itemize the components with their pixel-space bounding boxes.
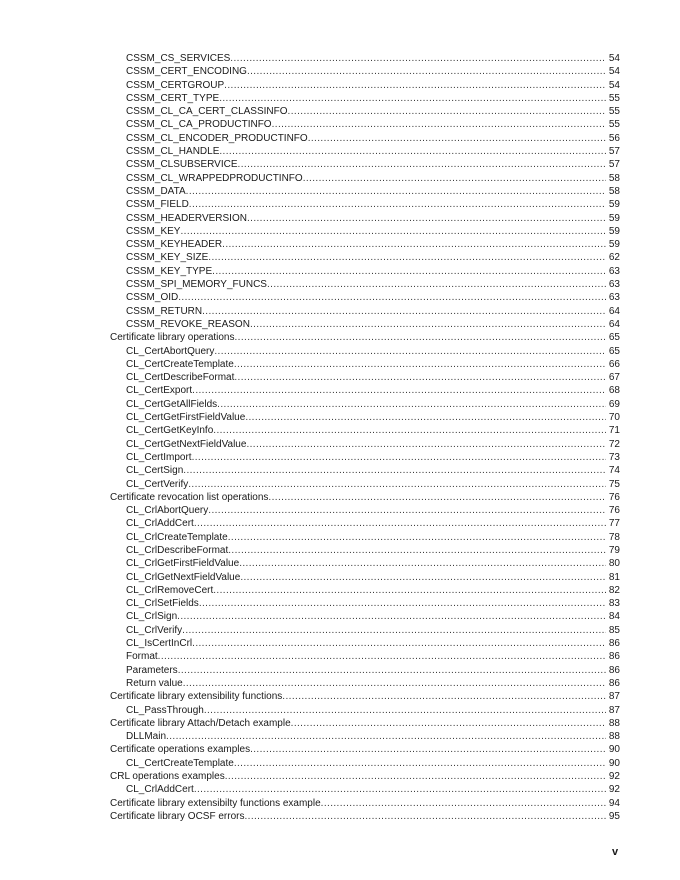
toc-entry-page: 88 [608,731,620,743]
toc-dot-leader [288,105,606,118]
toc-section-entry[interactable] [110,690,620,703]
toc-entry-title: CL_CrlCreateTemplate [126,531,228,543]
toc-subentry[interactable] [110,291,620,304]
toc-entry-title: Certificate operations examples [110,744,251,756]
toc-entry-page: 63 [608,279,620,291]
toc-entry-title: Certificate library extensibilty functions example [110,797,321,809]
toc-dot-leader [240,571,606,584]
toc-entry-page: 65 [608,332,620,344]
toc-dot-leader [158,650,606,663]
toc-dot-leader [244,810,606,823]
toc-dot-leader [303,172,606,185]
toc-entry-title: CSSM_CERT_TYPE [126,92,220,104]
toc-subentry[interactable] [110,105,620,118]
toc-dot-leader [224,79,606,92]
toc-subentry[interactable] [110,238,620,251]
toc-subentry[interactable] [110,398,620,411]
toc-entry-page: 81 [608,571,620,583]
toc-entry-page: 66 [608,358,620,370]
toc-subentry[interactable] [110,650,620,663]
toc-dot-leader [214,345,606,358]
toc-entry-page: 58 [608,185,620,197]
toc-entry-page: 79 [608,544,620,556]
toc-entry-page: 70 [608,412,620,424]
toc-dot-leader [217,398,606,411]
toc-entry-page: 78 [608,531,620,543]
toc-subentry[interactable] [110,305,620,318]
toc-subentry[interactable] [110,411,620,424]
toc-entry-title: CSSM_RETURN [126,305,203,317]
toc-entry-page: 55 [608,92,620,104]
toc-entry-title: CSSM_CL_CA_PRODUCTINFO [126,119,272,131]
toc-entry-page: 59 [608,212,620,224]
toc-entry-title: CL_CrlRemoveCert [126,584,214,596]
toc-subentry[interactable] [110,557,620,570]
toc-dot-leader [192,451,606,464]
toc-dot-leader [166,730,606,743]
toc-dot-leader [245,411,606,424]
toc-entry-page: 54 [608,53,620,64]
toc-entry-page: 92 [608,771,620,783]
toc-entry-title: Parameters [126,664,178,676]
toc-subentry[interactable] [110,571,620,584]
toc-entry-title: CL_CrlSign [126,611,178,623]
toc-subentry[interactable] [110,278,620,291]
toc-dot-leader [228,544,606,557]
toc-section-entry[interactable] [110,717,620,730]
toc-entry-page: 88 [608,717,620,729]
toc-entry-page: 94 [608,797,620,809]
toc-entry-title: CL_CrlGetNextFieldValue [126,571,241,583]
toc-dot-leader [222,238,606,251]
toc-entry-page: 86 [608,677,620,689]
toc-entry-page: 54 [608,79,620,91]
toc-subentry[interactable] [110,624,620,637]
toc-entry-page: 86 [608,664,620,676]
toc-dot-leader [219,145,606,158]
toc-dot-leader [235,331,607,344]
page-number: v [612,846,619,858]
toc-section-entry[interactable] [110,770,620,783]
toc-entry-title: CL_CertCreateTemplate [126,757,234,769]
toc-entry-page: 71 [608,425,620,437]
toc-dot-leader [180,225,606,238]
toc-dot-leader [247,65,606,78]
toc-entry-title: Certificate library extensibility functions [110,691,283,703]
toc-subentry[interactable] [110,504,620,517]
toc-entry-page: 74 [608,465,620,477]
toc-entry-page: 63 [608,265,620,277]
toc-dot-leader [213,584,606,597]
toc-entry-title: CSSM_KEYHEADER [126,239,223,251]
toc-subentry[interactable] [110,212,620,225]
toc-entry-title: CSSM_CL_HANDLE [126,146,220,158]
toc-entry-title: CRL operations examples [110,771,225,783]
toc-entry-title: CSSM_CS_SERVICES [126,53,231,64]
toc-entry-title: Certificate revocation list operations [110,491,269,503]
toc-dot-leader [199,597,606,610]
toc-entry-page: 65 [608,345,620,357]
toc-subentry[interactable] [110,637,620,650]
toc-entry-page: 62 [608,252,620,264]
toc-entry-title: CL_CrlDescribeFormat [126,544,229,556]
toc-entry-title: Certificate library Attach/Detach example [110,717,291,729]
toc-dot-leader [202,305,606,318]
toc-entry-title: Return value [126,677,183,689]
toc-entry-page: 72 [608,438,620,450]
toc-entry-title: CL_CrlVerify [126,624,183,636]
toc-subentry[interactable] [110,610,620,623]
toc-dot-leader [178,664,606,677]
toc-entry-page: 87 [608,704,620,716]
toc-entry-page: 77 [608,518,620,530]
toc-entry-title: CL_CertVerify [126,478,189,490]
toc-subentry[interactable] [110,451,620,464]
toc-subentry[interactable] [110,704,620,717]
toc-entry-title: CL_CrlAbortQuery [126,505,209,517]
toc-entry-title: CSSM_HEADERVERSION [126,212,247,224]
toc-entry-page: 57 [608,159,620,171]
toc-subentry[interactable] [110,438,620,451]
toc-entry-title: CSSM_CL_ENCODER_PRODUCTINFO [126,132,308,144]
toc-subentry[interactable] [110,584,620,597]
toc-entry-title: CL_CrlAddCert [126,518,194,530]
toc-entry-page: 86 [608,638,620,650]
toc-dot-leader [246,438,606,451]
toc-subentry[interactable] [110,517,620,530]
toc-subentry[interactable] [110,664,620,677]
toc-subentry[interactable] [110,544,620,557]
toc-dot-leader [204,704,606,717]
toc-subentry[interactable] [110,531,620,544]
toc-entry-title: Certificate library operations [110,332,235,344]
toc-subentry[interactable] [110,464,620,477]
toc-dot-leader [234,358,606,371]
table-of-contents [110,52,620,823]
toc-entry-page: 76 [608,491,620,503]
toc-dot-leader [192,384,606,397]
toc-subentry[interactable] [110,185,620,198]
toc-subentry[interactable] [110,345,620,358]
toc-entry-page: 92 [608,784,620,796]
toc-entry-title: CSSM_CL_CA_CERT_CLASSINFO [126,106,288,118]
toc-dot-leader [230,52,606,65]
toc-entry-page: 63 [608,292,620,304]
toc-entry-title: CSSM_FIELD [126,199,189,211]
toc-entry-title: Certificate library OCSF errors [110,810,245,822]
toc-entry-page: 80 [608,558,620,570]
toc-entry-title: CL_CertImport [126,451,192,463]
toc-dot-leader [212,265,606,278]
toc-entry-page: 90 [608,744,620,756]
toc-subentry[interactable] [110,145,620,158]
toc-entry-title: CL_CertExport [126,385,193,397]
toc-dot-leader [321,797,606,810]
toc-section-entry[interactable] [110,491,620,504]
toc-entry-title: CSSM_KEY [126,225,181,237]
toc-subentry[interactable] [110,783,620,796]
toc-entry-title: Format [126,651,158,663]
toc-subentry[interactable] [110,172,620,185]
toc-subentry[interactable] [110,424,620,437]
toc-entry-title: CSSM_DATA [126,185,186,197]
toc-subentry[interactable] [110,118,620,131]
toc-dot-leader [213,424,606,437]
toc-subentry[interactable] [110,318,620,331]
toc-section-entry[interactable] [110,743,620,756]
toc-entry-page: 55 [608,119,620,131]
toc-entry-page: 86 [608,651,620,663]
toc-dot-leader [225,770,606,783]
toc-dot-leader [268,491,606,504]
toc-subentry[interactable] [110,158,620,171]
toc-entry-title: CSSM_CERTGROUP [126,79,225,91]
toc-entry-title: CL_CrlSetFields [126,598,199,610]
toc-entry-title: CSSM_KEY_TYPE [126,265,213,277]
toc-subentry[interactable] [110,198,620,211]
toc-entry-title: CL_CertGetFirstFieldValue [126,412,246,424]
toc-entry-title: CSSM_CLSUBSERVICE [126,159,238,171]
toc-entry-title: DLLMain [126,731,167,743]
toc-subentry[interactable] [110,730,620,743]
toc-entry-page: 95 [608,810,620,822]
toc-section-entry[interactable] [110,331,620,344]
toc-entry-title: CSSM_SPI_MEMORY_FUNCS [126,279,267,291]
toc-entry-page: 84 [608,611,620,623]
toc-dot-leader [282,690,606,703]
toc-entry-title: CL_CertGetAllFields [126,398,218,410]
toc-dot-leader [183,677,606,690]
toc-dot-leader [228,531,606,544]
toc-entry-page: 68 [608,385,620,397]
toc-dot-leader [188,478,606,491]
toc-entry-page: 64 [608,318,620,330]
toc-subentry[interactable] [110,384,620,397]
toc-subentry[interactable] [110,677,620,690]
toc-dot-leader [194,783,606,796]
toc-entry-page: 67 [608,372,620,384]
toc-entry-page: 85 [608,624,620,636]
toc-entry-page: 64 [608,305,620,317]
toc-entry-page: 58 [608,172,620,184]
toc-entry-title: CL_CrlGetFirstFieldValue [126,558,240,570]
toc-subentry[interactable] [110,92,620,105]
toc-entry-page: 59 [608,225,620,237]
toc-dot-leader [208,504,606,517]
toc-dot-leader [189,198,606,211]
toc-subentry[interactable] [110,597,620,610]
toc-entry-title: CL_CertGetKeyInfo [126,425,214,437]
toc-entry-page: 83 [608,598,620,610]
toc-dot-leader [234,371,606,384]
toc-entry-page: 59 [608,239,620,251]
toc-section-entry[interactable] [110,797,620,810]
toc-dot-leader [183,464,606,477]
toc-subentry[interactable] [110,225,620,238]
toc-entry-title: CL_CertDescribeFormat [126,372,235,384]
toc-dot-leader [234,757,606,770]
toc-entry-page: 55 [608,106,620,118]
toc-subentry[interactable] [110,265,620,278]
toc-entry-page: 73 [608,451,620,463]
toc-entry-page: 87 [608,691,620,703]
toc-entry-title: CSSM_REVOKE_REASON [126,318,250,330]
toc-entry-title: CL_PassThrough [126,704,204,716]
toc-dot-leader [267,278,606,291]
toc-entry-title: CL_CrlAddCert [126,784,194,796]
toc-entry-title: CSSM_KEY_SIZE [126,252,209,264]
toc-dot-leader [291,717,606,730]
toc-entry-title: CL_CertSign [126,465,184,477]
toc-dot-leader [186,185,606,198]
toc-dot-leader [250,743,606,756]
toc-subentry[interactable] [110,251,620,264]
toc-dot-leader [238,158,606,171]
toc-dot-leader [219,92,606,105]
toc-dot-leader [308,132,606,145]
toc-entry-title: CSSM_CERT_ENCODING [126,66,247,78]
toc-dot-leader [239,557,606,570]
toc-subentry[interactable] [110,52,620,65]
toc-entry-page: 59 [608,199,620,211]
toc-subentry[interactable] [110,371,620,384]
toc-entry-page: 56 [608,132,620,144]
toc-dot-leader [272,118,606,131]
toc-entry-title: CSSM_OID [126,292,179,304]
toc-entry-page: 76 [608,505,620,517]
toc-entry-page: 57 [608,146,620,158]
toc-entry-page: 90 [608,757,620,769]
toc-entry-title: CL_CertGetNextFieldValue [126,438,247,450]
toc-subentry[interactable] [110,65,620,78]
toc-dot-leader [208,251,606,264]
toc-entry-page: 82 [608,584,620,596]
toc-dot-leader [247,212,606,225]
toc-dot-leader [182,624,606,637]
toc-section-entry[interactable] [110,810,620,823]
toc-entry-title: CL_CertAbortQuery [126,345,215,357]
toc-entry-title: CL_IsCertInCrl [126,638,193,650]
toc-subentry[interactable] [110,757,620,770]
toc-subentry[interactable] [110,132,620,145]
toc-entry-page: 75 [608,478,620,490]
toc-subentry[interactable] [110,478,620,491]
toc-dot-leader [177,610,606,623]
toc-dot-leader [194,517,606,530]
toc-entry-title: CL_CertCreateTemplate [126,358,234,370]
toc-entry-title: CSSM_CL_WRAPPEDPRODUCTINFO [126,172,303,184]
toc-entry-page: 69 [608,398,620,410]
toc-dot-leader [178,291,606,304]
toc-subentry[interactable] [110,358,620,371]
toc-dot-leader [192,637,606,650]
toc-entry-page: 54 [608,66,620,78]
toc-subentry[interactable] [110,79,620,92]
toc-dot-leader [250,318,606,331]
